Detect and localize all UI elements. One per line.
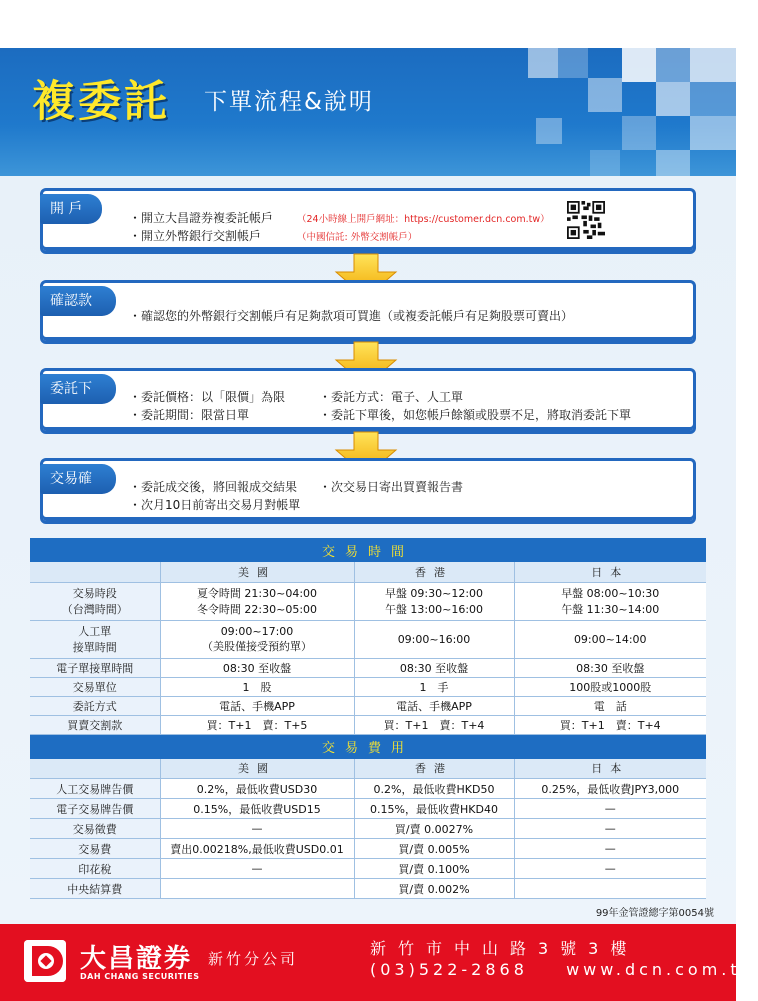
table-corner (30, 759, 160, 779)
row-label: 人工單 接單時間 (30, 620, 160, 658)
cell-hk: 0.2%，最低收費HKD50 (354, 779, 514, 799)
website-link[interactable]: www.dcn.com.tw (566, 960, 758, 979)
column-jp: 日本 (514, 562, 706, 582)
decor-square (622, 116, 656, 150)
phone-number: (03)522-2868 (370, 960, 528, 979)
cell-hk: 1 手 (354, 677, 514, 696)
row-label: 交易單位 (30, 677, 160, 696)
top-margin (0, 0, 736, 48)
row-label: 印花稅 (30, 859, 160, 879)
row-label: 交易時段 （台灣時間） (30, 582, 160, 620)
decor-square (656, 82, 690, 116)
cell-hk: 買/賣 0.002% (354, 879, 514, 899)
row-label: 電子單接單時間 (30, 658, 160, 677)
license-number: 99年金管證總字第0054號 (595, 908, 714, 919)
step-text: ・委託價格：以「限價」為限 (129, 390, 286, 404)
row-label: 人工交易牌告價 (30, 779, 160, 799)
cell-hk: 買/賣 0.005% (354, 839, 514, 859)
cell-jp: 電 話 (514, 696, 706, 715)
table-corner (30, 562, 160, 582)
step-line (129, 227, 261, 244)
cell-hk: 電話、手機APP (354, 696, 514, 715)
step-place-order (40, 368, 696, 434)
info-table (30, 538, 706, 899)
row-label: 買賣交割款 (30, 715, 160, 734)
decor-square (656, 48, 690, 82)
cell-us: 電話、手機APP (160, 696, 354, 715)
step-tab: 確認款項 (40, 286, 116, 316)
step-trade-confirm (40, 458, 696, 524)
cell-us: 0.15%，最低收費USD15 (160, 799, 354, 819)
step-text: ・委託期間：限當日單 (129, 408, 250, 422)
brand-name: 大昌證券 (80, 944, 193, 974)
cell-us: — (160, 819, 354, 839)
header-banner (0, 48, 736, 176)
column-jp: 日本 (514, 759, 706, 779)
step-text: ・委託方式：電子、人工單 (319, 390, 464, 404)
step-open-account (40, 188, 696, 254)
step-text: ・委託成交後，將回報成交結果 (129, 480, 298, 494)
cell-us: 08:30 至收盤 (160, 658, 354, 677)
cell-jp: 100股或1000股 (514, 677, 706, 696)
step-text: ・次交易日寄出買賣報告書 (319, 480, 464, 494)
cell-us (160, 879, 354, 899)
branch-address: 新竹市中山路3號3樓 (370, 939, 639, 958)
decor-square (622, 48, 656, 82)
step-line (129, 209, 273, 226)
cell-hk: 08:30 至收盤 (354, 658, 514, 677)
page-title: 複委託 (32, 77, 170, 127)
column-us: 美國 (160, 759, 354, 779)
cell-jp: — (514, 819, 706, 839)
decor-square (690, 82, 736, 116)
step-confirm-funds (40, 280, 696, 344)
cell-hk: 買：T+1 賣：T+4 (354, 715, 514, 734)
cell-hk: 買/賣 0.100% (354, 859, 514, 879)
cell-us: 1 股 (160, 677, 354, 696)
step-tab: 開 戶 (40, 194, 102, 224)
cell-us: — (160, 859, 354, 879)
cell-jp (514, 879, 706, 899)
cell-jp: — (514, 859, 706, 879)
cell-jp: 買：T+1 賣：T+4 (514, 715, 706, 734)
row-label: 委託方式 (30, 696, 160, 715)
trading-fee-heading: 交易費用 (30, 735, 706, 759)
qr-code-icon[interactable] (567, 201, 605, 239)
decor-square (588, 78, 622, 112)
trading-time-heading: 交易時間 (30, 538, 706, 562)
step-text: ・開立大昌證券複委託帳戶 (129, 211, 274, 225)
cell-jp: — (514, 799, 706, 819)
footer-bar (0, 924, 758, 1001)
column-hk: 香港 (354, 759, 514, 779)
bank-account-note: （中國信託: 外幣交割帳戶） (297, 232, 418, 243)
row-label: 交易費 (30, 839, 160, 859)
decor-square (590, 150, 620, 176)
cell-us: 買：T+1 賣：T+5 (160, 715, 354, 734)
step-text: ・確認您的外幣銀行交割帳戶有足夠款項可買進（或複委託帳戶有足夠股票可賣出） (129, 309, 574, 323)
cell-hk: 09:00~16:00 (354, 620, 514, 658)
decor-square (558, 48, 588, 78)
cell-jp: — (514, 839, 706, 859)
decor-square (528, 48, 558, 78)
cell-us: 賣出0.00218%,最低收費USD0.01 (160, 839, 354, 859)
cell-us: 0.2%，最低收費USD30 (160, 779, 354, 799)
row-label: 交易徵費 (30, 819, 160, 839)
contact-line (370, 960, 758, 979)
trading-time-table (30, 538, 706, 735)
cell-hk: 0.15%，最低收費HKD40 (354, 799, 514, 819)
step-text: ・次月10日前寄出交易月對帳單 (129, 498, 301, 512)
column-hk: 香港 (354, 562, 514, 582)
cell-jp: 0.25%，最低收費JPY3,000 (514, 779, 706, 799)
online-account-note: （24小時線上開戶網址：https://customer.dcn.com.tw） (297, 214, 550, 225)
page-subtitle: 下單流程&說明 (204, 89, 374, 115)
step-tab: 交易確認 (40, 464, 116, 494)
step-tab: 委託下單 (40, 374, 116, 404)
column-us: 美國 (160, 562, 354, 582)
brand-logo-icon (24, 940, 66, 982)
cell-us: 夏令時間 21:30~04:00 冬令時間 22:30~05:00 (160, 582, 354, 620)
row-label: 中央結算費 (30, 879, 160, 899)
trading-fee-table (30, 735, 706, 900)
decor-square (656, 150, 690, 176)
cell-jp: 08:30 至收盤 (514, 658, 706, 677)
decor-square (536, 118, 562, 144)
cell-hk: 早盤 09:30~12:00 午盤 13:00~16:00 (354, 582, 514, 620)
step-text: ・委託下單後，如您帳戶餘額或股票不足，將取消委託下單 (319, 408, 632, 422)
decor-square (690, 48, 736, 82)
cell-hk: 買/賣 0.0027% (354, 819, 514, 839)
step-text: ・開立外幣銀行交割帳戶 (129, 229, 262, 243)
cell-jp: 早盤 08:00~10:30 午盤 11:30~14:00 (514, 582, 706, 620)
decor-square (690, 116, 736, 150)
branch-name: 新竹分公司 (208, 950, 299, 968)
cell-jp: 09:00~14:00 (514, 620, 706, 658)
brand-name-en: DAH CHANG SECURITIES (80, 972, 200, 981)
row-label: 電子交易牌告價 (30, 799, 160, 819)
cell-us: 09:00~17:00 （美股僅接受預約單） (160, 620, 354, 658)
